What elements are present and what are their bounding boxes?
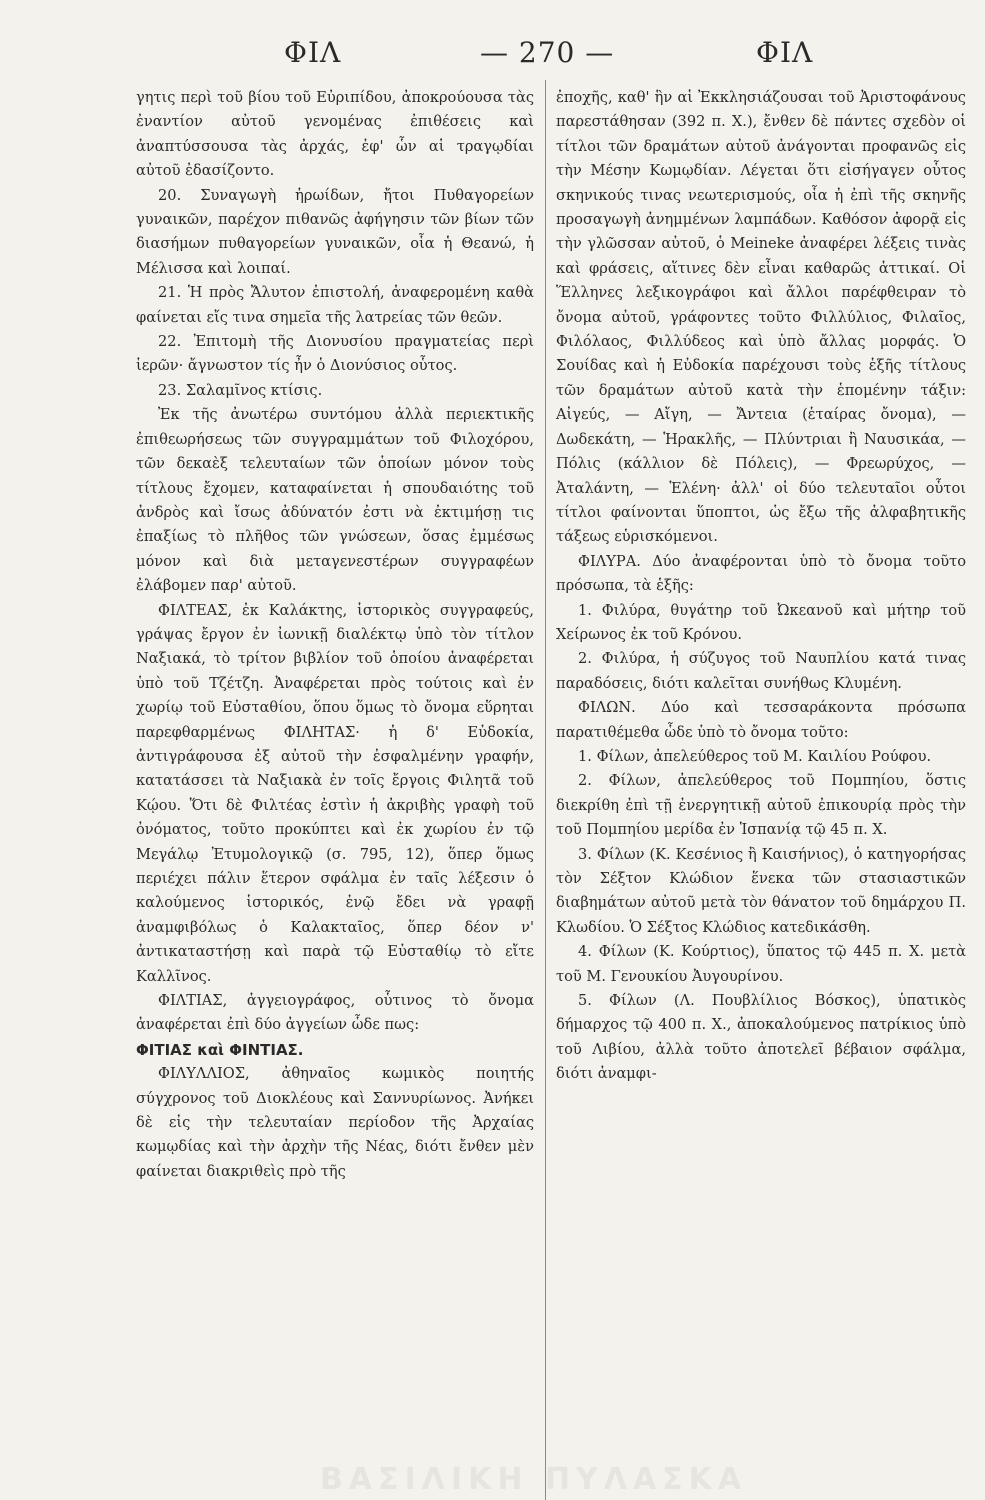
watermark: ΒΑΣΙΛΙΚΗ ΠΥΛΑΣΚΑ	[320, 1462, 748, 1497]
entry-paragraph: 2. Φιλύρα, ἡ σύζυγος τοῦ Ναυπλίου κατά τινας παραδόσεις, διότι καλεῖται συνήθως Κλυμένη.	[556, 650, 966, 692]
page-number: — 270 —	[480, 36, 615, 69]
entry-paragraph: ΦΙΛΤΙΑΣ, ἀγγειογράφος, οὗτινος τὸ ὄνομα ἀναφέρεται ἐπὶ δύο ἀγγείων ὧδε πως:	[136, 992, 534, 1034]
entry-paragraph: 20. Συναγωγὴ ἡρωίδων, ἤτοι Πυθαγορείων γυναικῶν, παρέχον πιθανῶς ἀφήγησιν τῶν βίων τῶν διασήμων πυθαγορείων γυναικῶν, οἷα ἡ Θεανώ, ἡ Μέλισσα καὶ λοιπαί.	[136, 186, 534, 277]
column-divider	[545, 80, 546, 1500]
entry-paragraph: 4. Φίλων (Κ. Κούρτιος), ὕπατος τῷ 445 π. Χ. μετὰ τοῦ Μ. Γενουκίου Ἀυγουρίνου.	[556, 943, 966, 985]
entry-paragraph: 22. Ἐπιτομὴ τῆς Διονυσίου πραγματείας περὶ ἱερῶν· ἄγνωστον τίς ἦν ὁ Διονύσιος οὗτος.	[136, 333, 534, 375]
right-column	[556, 86, 966, 1486]
page-header	[0, 36, 985, 76]
entry-paragraph: 1. Φίλων, ἀπελεύθερος τοῦ Μ. Καιλίου Ρούφου.	[578, 747, 932, 765]
entry-paragraph: ΦΙΛΥΛΛΙΟΣ, ἀθηναῖος κωμικὸς ποιητής σύγχρονος τοῦ Διοκλέους καὶ Σαννυρίωνος. Ἀνήκει δὲ εἰς τὴν τελευταίαν περίοδον τῆς Ἀρχαίας κωμῳδίας καὶ τὴν ἀρχὴν τῆς Νέας, διότι ἔνθεν μὲν φαίνεται διακριθεὶς πρὸ τῆς	[136, 1065, 534, 1180]
entry-paragraph: γητις περὶ τοῦ βίου τοῦ Εὐριπίδου, ἀποκρούουσα τὰς ἐναντίον αὐτοῦ γενομένας ἐπιθέσεις καὶ ἀναπτύσσουσα τὰς ἀρχάς, ἐφ' ὧν αἱ τραγῳδίαι αὐτοῦ ἐδασίζοντο.	[136, 89, 534, 180]
entry-paragraph: Ἐκ τῆς ἀνωτέρω συντόμου ἀλλὰ περιεκτικῆς ἐπιθεωρήσεως τῶν συγγραμμάτων τοῦ Φιλοχόρου, τῶν δεκαὲξ τελευταίων τῶν ὁποίων μόνον τοὺς τίτλους ἔχομεν, καταφαίνεται ἡ σπουδαιότης τοῦ ἀνδρὸς καὶ ἴσως ἀδύνατόν ἐστι νὰ ἐκτιμήσῃ τις ἐπαξίως τὸ πλῆθος τῶν γνώσεων, ὅσας ἐμμέσως μόνον καὶ διὰ μεταγενεστέρων συγγραφέων ἐλάβομεν παρ' αὐτοῦ.	[136, 406, 534, 595]
entry-paragraph: ΦΙΛΤΕΑΣ, ἐκ Καλάκτης, ἱστορικὸς συγγραφεύς, γράψας ἔργον ἐν ἰωνικῇ διαλέκτῳ ὑπὸ τὸν τίτλον Ναξιακά, τὸ τρίτον βιβλίον τοῦ ὁποίου ἀναφέρεται ὑπὸ τοῦ Τζέτζη. Ἀναφέρεται πρὸς τούτοις καὶ ἐν χωρίῳ τοῦ Εὐσταθίου, ὅπου ὅμως τὸ ὄνομα εὕρηται παρεφθαρμένως ΦΙΛΗΤΑΣ· ἡ δ' Εὐδοκία, ἀντιγράφουσα ἐξ αὐτοῦ τὴν ἐσφαλμένην γραφήν, κατατάσσει τὰ Ναξιακὰ ἐν τοῖς ἔργοις Φιλητᾶ τοῦ Κῴου. Ὅτι δὲ Φιλτέας ἐστὶν ἡ ἀκριβὴς γραφὴ τοῦ ὀνόματος, τοῦτο προκύπτει καὶ ἐκ χωρίου ἐν τῷ Μεγάλῳ Ἐτυμολογικῷ (σ. 795, 12), ὅπερ ὅμως περιέχει πάλιν ἕτερον σφάλμα ἐν ταῖς λέξεσιν ὁ καλούμενος ἱστορικός, ἐνῷ ἔδει νὰ γραφῇ ἀναμφιβόλως ὁ Καλακταῖος, ὅπερ δέον ν' ἀντικαταστήσῃ καὶ παρὰ τῷ Εὐσταθίῳ τὸ εἴτε Καλλῖνος.	[136, 601, 534, 985]
left-column	[136, 86, 534, 1486]
entry-paragraph: ΦΙΛΥΡΑ. Δύο ἀναφέρονται ὑπὸ τὸ ὄνομα τοῦτο πρόσωπα, τὰ ἑξῆς:	[556, 552, 966, 595]
header-right-guide-word: ΦΙΛ	[756, 36, 814, 69]
header-left-guide-word: ΦΙΛ	[284, 36, 342, 69]
entry-paragraph: ἐποχῆς, καθ' ἣν αἱ Ἐκκλησιάζουσαι τοῦ Ἀριστοφάνους παρεστάθησαν (392 π. Χ.), ἔνθεν δὲ πάντες σχεδὸν οἱ τίτλοι τῶν δραμάτων αὐτοῦ ἀνάγονται προφανῶς εἰς τὴν Μέσην Κωμῳδίαν. Λέγεται ὅτι εἰσήγαγεν οὗτος σκηνικούς τινας νεωτερισμούς, οἷα ἡ ἐπὶ τῆς σκηνῆς προσαγωγὴ ἀνημμένων λαμπάδων. Καθόσον ἀφορᾷ εἰς τὴν γλῶσσαν αὐτοῦ, ὁ Meineke ἀναφέρει λέξεις τινὰς καὶ φράσεις, αἵτινες δὲν εἶναι καθαρῶς ἀττικαί. Οἱ Ἕλληνες λεξικογράφοι καὶ ἄλλοι παρέφθειραν τὸ ὄνομα αὐτοῦ, γράφοντες τοῦτο Φιλλύλιος, Φιλαῖος, Φιλόλαος, Φιλλύδεος καὶ ὑπὸ ἄλλας μορφάς. Ὁ Σουίδας καὶ ἡ Εὐδοκία παρέχουσι τοὺς ἑξῆς τίτλους τῶν δραμάτων αὐτοῦ κατὰ τὴν ἑπομένην τάξιν: Αἰγεύς, — Αἴγη, — Ἄντεια (ἑταίρας ὄνομα), — Δωδεκάτη, — Ἡρακλῆς, — Πλύντριαι ἢ Ναυσικάα, — Πόλις (κάλλιον δὲ Πόλεις), — Φρεωρύχος, — Ἀταλάντη, — Ἑλένη· ἀλλ' οἱ δύο τελευταῖοι οὗτοι τίτλοι φαίνονται ὕποπτοι, ὡς ἔξω τῆς ἀλφαβητικῆς τάξεως εὑρισκόμενοι.	[556, 89, 966, 546]
entry-paragraph: ΦΙΤΙΑΣ καὶ ΦΙΝΤΙΑΣ.	[136, 1040, 304, 1059]
entry-paragraph: 23. Σαλαμῖνος κτίσις.	[158, 381, 323, 399]
entry-paragraph: 21. Ἡ πρὸς Ἄλυτον ἐπιστολή, ἀναφερομένη καθὰ φαίνεται εἴς τινα σημεῖα τῆς λατρείας τῶν θεῶν.	[136, 284, 534, 326]
entry-paragraph: ΦΙΛΩΝ. Δύο καὶ τεσσαράκοντα πρόσωπα παρατιθέμεθα ὧδε ὑπὸ τὸ ὄνομα τοῦτο:	[556, 699, 966, 741]
entry-paragraph: 1. Φιλύρα, θυγάτηρ τοῦ Ὠκεανοῦ καὶ μήτηρ τοῦ Χείρωνος ἐκ τοῦ Κρόνου.	[556, 601, 966, 643]
entry-paragraph: 5. Φίλων (Λ. Πουβλίλιος Βόσκος), ὑπατικὸς δήμαρχος τῷ 400 π. Χ., ἀποκαλούμενος πατρίκιος ὑπὸ τοῦ Λιβίου, ἀλλὰ τοῦτο ἀποτελεῖ βέβαιον σφάλμα, διότι ἀναμφι-	[556, 992, 966, 1083]
entry-paragraph: 2. Φίλων, ἀπελεύθερος τοῦ Πομπηίου, ὅστις διεκρίθη ἐπὶ τῇ ἐνεργητικῇ αὐτοῦ ἐπικουρίᾳ πρὸς τὴν τοῦ Πομπηίου μερίδα ἐν Ἱσπανίᾳ τῷ 45 π. Χ.	[556, 772, 966, 839]
entry-paragraph: 3. Φίλων (Κ. Κεσένιος ἢ Καισήνιος), ὁ κατηγορήσας τὸν Σέξτον Κλώδιον ἕνεκα τῶν στασιαστικῶν διαβημάτων αὐτοῦ μετὰ τὸν θάνατον τοῦ δημάρχου Π. Κλωδίου. Ὁ Σέξτος Κλώδιος κατεδικάσθη.	[556, 845, 966, 936]
